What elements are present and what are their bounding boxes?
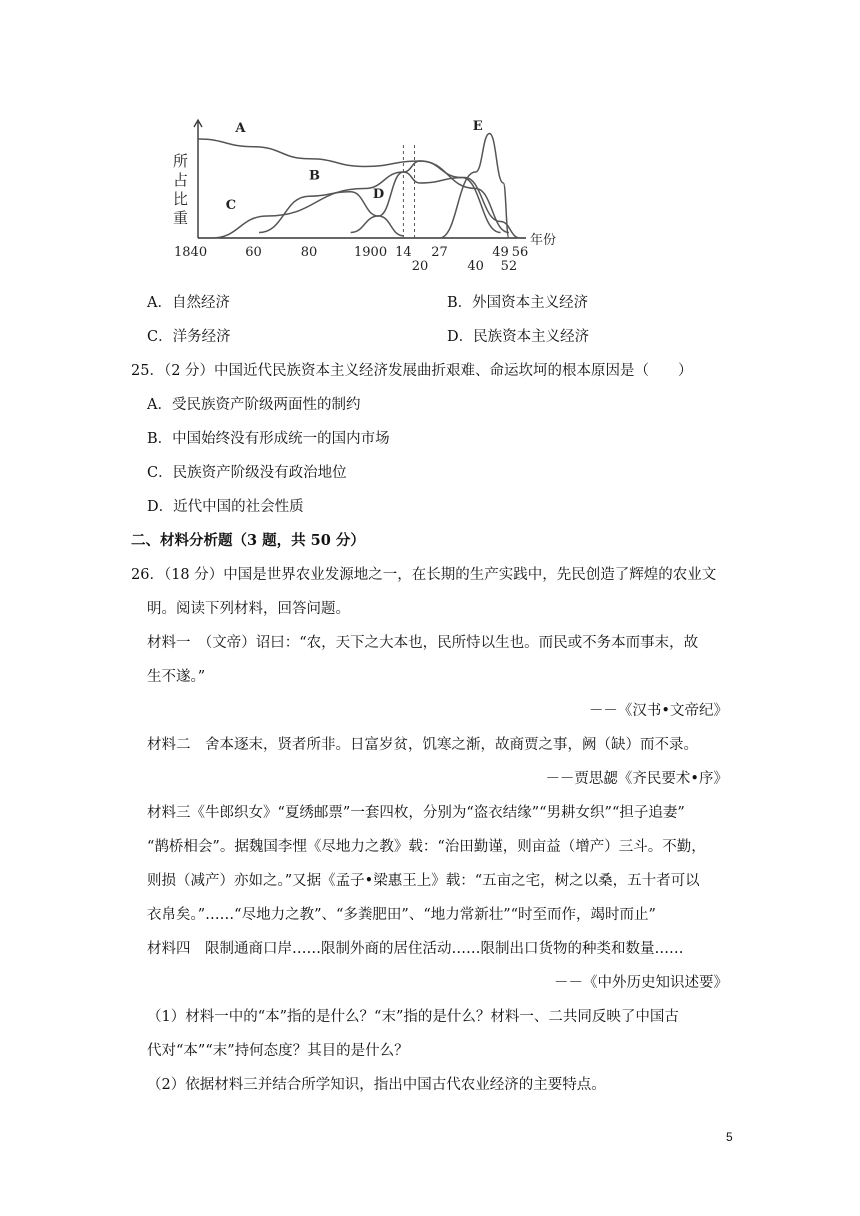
x-axis-label: 年份 (530, 233, 557, 248)
series-label-a: A (235, 121, 246, 137)
q26-sub-2-line-1: （2）依据材料三并结合所学知识，指出中国古代农业经济的主要特点。 (147, 1077, 606, 1093)
material-4-line-1: 材料四 限制通商口岸……限制外商的居住活动……限制出口货物的种类和数量…… (147, 941, 684, 957)
q26-stem-line-1: 26．（18 分）中国是世界农业发源地之一，在长期的生产实践中，先民创造了辉煌的农业文 (131, 567, 717, 583)
q26-stem-line-2: 明。阅读下列材料，回答问题。 (147, 601, 350, 617)
material-2-line-1: 材料二 舍本逐末，贤者所非。日富岁贫，饥寒之渐，故商贾之事，阙（缺）而不录。 (147, 737, 698, 753)
chart-axes (194, 120, 526, 238)
series-label-c: C (225, 198, 237, 214)
x-tick-49: 49 (492, 245, 509, 260)
y-label-char-3: 重 (173, 209, 189, 227)
q25-option-a[interactable]: A．受民族资产阶级两面性的制约 (147, 397, 361, 413)
material-3-line-1: 材料三《牛郎织女》“夏绣邮票”一套四枚，分别为“盗衣结缘”“男耕女织”“担子追妻” (147, 805, 685, 821)
page-number: 5 (726, 1130, 733, 1144)
material-1-line-1: 材料一 （文帝）诏曰：“农，天下之大本也，民所恃以生也。而民或不务本而事末，故 (147, 635, 699, 651)
material-2-source: －－贾思勰《齐民要术•序》 (545, 771, 728, 787)
q25-stem: 25．（2 分）中国近代民族资本主义经济发展曲折艰难、命运坎坷的根本原因是（ ） (131, 363, 693, 379)
q24-option-c[interactable]: C．洋务经济 (147, 329, 231, 345)
material-3-line-2: “鹊桥相会”。据魏国李悝《尽地力之教》载：“治田勤谨，则亩益（增产）三斗。不勤， (147, 839, 706, 855)
q25-option-b[interactable]: B．中国始终没有形成统一的国内市场 (147, 431, 390, 447)
x-tick-1900: 1900 (354, 245, 388, 260)
x-tick-80: 80 (300, 245, 318, 260)
material-1-source: －－《汉书•文帝纪》 (588, 703, 728, 719)
series-line-e (440, 134, 509, 239)
y-axis-label (173, 152, 188, 227)
q26-sub-1-line-2: 代对“本”“末”持何态度？其目的是什么？ (147, 1043, 409, 1059)
section-2-title: 二、材料分析题（3 题，共 50 分） (131, 532, 365, 549)
q25-option-c[interactable]: C．民族资产阶级没有政治地位 (147, 465, 347, 481)
x-tick-27: 27 (431, 245, 448, 260)
x-tick-60: 60 (245, 245, 262, 260)
material-4-source: －－《中外历史知识述要》 (554, 975, 728, 991)
material-3-line-3: 则损（减产）亦如之。”又据《孟子•梁惠王上》载：“五亩之宅，树之以桑，五十者可以 (147, 873, 700, 889)
series-line-a (198, 139, 509, 233)
series-lines (198, 134, 520, 239)
series-label-d: D (372, 187, 385, 203)
x-tick-52: 52 (500, 259, 518, 274)
economy-share-chart (170, 118, 557, 274)
x-tick-56: 56 (511, 245, 529, 260)
y-label-char-2: 比 (173, 190, 189, 208)
material-3-line-4: 衣帛矣。”……“尽地力之教”、“多粪肥田”、“地力常新壮”“时至而作，竭时而止” (147, 907, 656, 923)
y-label-char-0: 所 (173, 152, 189, 170)
x-tick-14: 14 (395, 245, 412, 260)
q24-option-b[interactable]: B．外国资本主义经济 (447, 295, 589, 311)
series-label-e: E (472, 119, 483, 134)
x-tick-40: 40 (467, 259, 484, 274)
q24-option-d[interactable]: D．民族资本主义经济 (447, 329, 590, 345)
q25-option-d[interactable]: D．近代中国的社会性质 (147, 499, 304, 515)
q26-sub-1-line-1: （1）材料一中的“本”指的是什么？“末”指的是什么？材料一、二共同反映了中国古 (147, 1009, 679, 1025)
x-tick-1840: 1840 (174, 245, 208, 260)
series-label-b: B (309, 168, 321, 184)
q24-option-a[interactable]: A．自然经济 (147, 295, 230, 311)
material-1-line-2: 生不遂。” (147, 669, 206, 685)
y-label-char-1: 占 (173, 171, 189, 189)
x-tick-20: 20 (411, 259, 429, 274)
